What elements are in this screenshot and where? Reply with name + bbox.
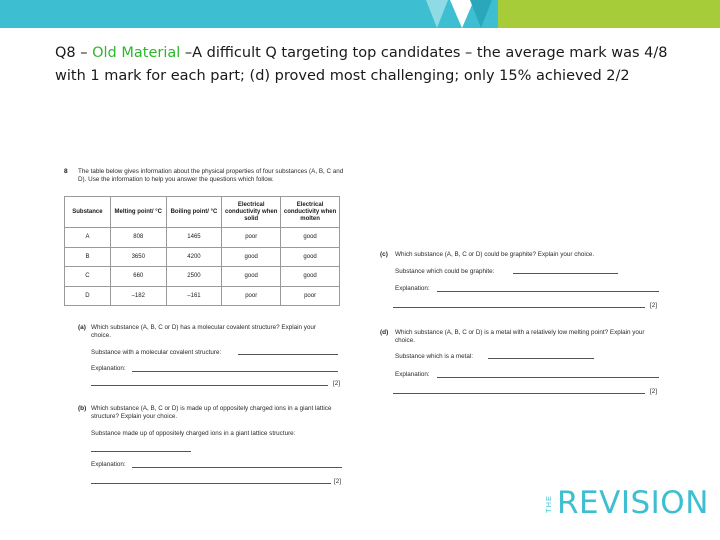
table-cell: poor bbox=[222, 286, 281, 306]
part-a-label: (a) bbox=[78, 324, 86, 331]
table-header-cell: Melting point/ °C bbox=[110, 197, 166, 228]
table-cell: good bbox=[281, 267, 340, 287]
table-cell: 1465 bbox=[166, 228, 222, 248]
table-row bbox=[65, 286, 340, 306]
part-b-substance-answer-line[interactable] bbox=[91, 451, 191, 452]
table-header-cell: Electrical conductivity when solid bbox=[222, 197, 281, 228]
table-cell: 660 bbox=[110, 267, 166, 287]
table-cell: 2500 bbox=[166, 267, 222, 287]
part-c-substance-label: Substance which could be graphite: bbox=[395, 268, 495, 275]
table-header-row bbox=[65, 197, 340, 228]
question-intro: The table below gives information about the physical properties of four substances (A, B, C and D). Use the information to help you answer the questions which follow. bbox=[78, 168, 344, 183]
table-cell: C bbox=[65, 267, 111, 287]
part-c-explanation-line[interactable] bbox=[437, 291, 659, 292]
table-cell: B bbox=[65, 247, 111, 267]
heading-question-label: Q8 – bbox=[55, 45, 93, 61]
banner-triangle-light bbox=[426, 0, 448, 28]
part-d-explanation-label: Explanation: bbox=[395, 371, 430, 378]
table-cell: D bbox=[65, 286, 111, 306]
part-b-explanation-label: Explanation: bbox=[91, 461, 126, 468]
table-cell: A bbox=[65, 228, 111, 248]
part-c-explanation-line-2[interactable] bbox=[393, 307, 645, 308]
heading-highlight: Old Material bbox=[92, 45, 181, 61]
table-row bbox=[65, 247, 340, 267]
table-cell: 3650 bbox=[110, 247, 166, 267]
table-cell: poor bbox=[281, 286, 340, 306]
table-header-cell: Boiling point/ °C bbox=[166, 197, 222, 228]
table-header-cell: Substance bbox=[65, 197, 111, 228]
part-c-marks: [2] bbox=[650, 302, 658, 309]
part-b-substance-label: Substance made up of oppositely charged ions in a giant lattice structure: bbox=[91, 430, 296, 437]
part-d-question: Which substance (A, B, C or D) is a metal with a relatively low melting point? Explain your choice. bbox=[395, 329, 645, 344]
table-cell: good bbox=[281, 247, 340, 267]
top-banner bbox=[0, 0, 720, 28]
part-a-substance-label: Substance with a molecular covalent structure: bbox=[91, 349, 222, 356]
part-a-explanation-line-2[interactable] bbox=[91, 385, 328, 386]
part-a-question: Which substance (A, B, C or D) has a molecular covalent structure? Explain your choice. bbox=[91, 324, 317, 339]
part-c-question: Which substance (A, B, C or D) could be graphite? Explain your choice. bbox=[395, 251, 595, 258]
table-cell: good bbox=[281, 228, 340, 248]
part-b-explanation-line[interactable] bbox=[132, 467, 342, 468]
table-cell: poor bbox=[222, 228, 281, 248]
properties-table bbox=[64, 196, 340, 306]
table-cell: 4200 bbox=[166, 247, 222, 267]
part-a-substance-answer-line[interactable] bbox=[238, 354, 338, 355]
part-b-marks: [2] bbox=[334, 478, 342, 485]
part-d-explanation-line[interactable] bbox=[437, 377, 659, 378]
table-cell: –182 bbox=[110, 286, 166, 306]
banner-triangle-dark bbox=[470, 0, 492, 28]
part-a-explanation-line[interactable] bbox=[132, 371, 338, 372]
table-cell: 808 bbox=[110, 228, 166, 248]
part-d-label: (d) bbox=[380, 329, 389, 336]
logo-small-text: THE bbox=[544, 495, 553, 513]
table-row bbox=[65, 228, 340, 248]
slide-heading bbox=[55, 42, 685, 88]
part-c-label: (c) bbox=[380, 251, 388, 258]
part-d-substance-answer-line[interactable] bbox=[488, 358, 594, 359]
table-header-cell: Electrical conductivity when molten bbox=[281, 197, 340, 228]
part-c-substance-answer-line[interactable] bbox=[513, 273, 618, 274]
part-b-explanation-line-2[interactable] bbox=[91, 483, 331, 484]
part-d-marks: [2] bbox=[650, 388, 658, 395]
table-cell: good bbox=[222, 267, 281, 287]
heading-commentary: –A difficult Q targeting top candidates – the average mark was 4/8 with 1 mark for each part; (d) proved most challenging; only 15% achieved 2/2 bbox=[55, 45, 668, 84]
table-cell: good bbox=[222, 247, 281, 267]
part-b-question: Which substance (A, B, C or D) is made up of oppositely charged ions in a giant lattice structure? Explain your choice. bbox=[91, 405, 332, 420]
table-row bbox=[65, 267, 340, 287]
part-d-explanation-line-2[interactable] bbox=[393, 393, 645, 394]
table-cell: –161 bbox=[166, 286, 222, 306]
part-b-label: (b) bbox=[78, 405, 87, 412]
part-a-explanation-label: Explanation: bbox=[91, 365, 126, 372]
question-number: 8 bbox=[64, 168, 68, 175]
part-c-explanation-label: Explanation: bbox=[395, 285, 430, 292]
logo-word: REVISION bbox=[557, 485, 709, 521]
part-d-substance-label: Substance which is a metal: bbox=[395, 353, 474, 360]
part-a-marks: [2] bbox=[333, 380, 341, 387]
banner-green-block bbox=[498, 0, 720, 28]
